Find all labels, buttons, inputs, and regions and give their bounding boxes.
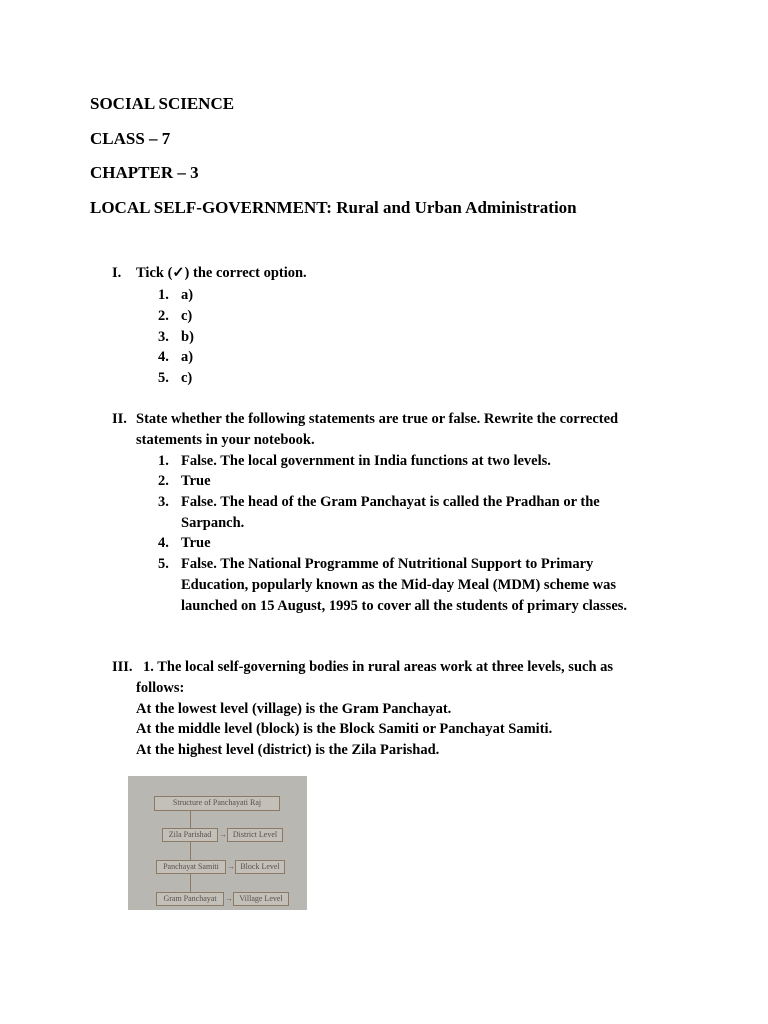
section-2-numeral: II. xyxy=(112,411,127,427)
s1-item-2-answer: c) xyxy=(181,308,193,324)
section-3-line-2: follows: xyxy=(136,680,185,696)
s1-item-3-num: 3. xyxy=(158,329,169,345)
s2-item-1-text: False. The local government in India functions at two levels. xyxy=(181,453,551,469)
section-3-numeral: III. xyxy=(112,659,133,675)
diagram-body-zila-parishad: Zila Parishad xyxy=(162,828,218,842)
s2-item-3-text-line-2: Sarpanch. xyxy=(181,515,245,531)
panchayati-raj-structure-diagram xyxy=(128,776,307,910)
section-1-heading: Tick (✓) the correct option. xyxy=(136,265,307,281)
section-3-line-5: At the highest level (district) is the Zila Parishad. xyxy=(136,742,440,758)
section-3-line-4: At the middle level (block) is the Block Samiti or Panchayat Samiti. xyxy=(136,721,553,737)
s2-item-4-num: 4. xyxy=(158,535,169,551)
diagram-body-panchayat-samiti: Panchayat Samiti xyxy=(156,860,226,874)
s1-item-4-num: 4. xyxy=(158,349,169,365)
s1-item-2-num: 2. xyxy=(158,308,169,324)
s2-item-2-num: 2. xyxy=(158,473,169,489)
s1-item-4-answer: a) xyxy=(181,349,194,365)
chapter-title-sub: Rural and Urban Administration xyxy=(331,198,577,217)
section-2-heading-line-2: statements in your notebook. xyxy=(136,432,315,448)
diagram-level-village: Village Level xyxy=(233,892,289,906)
s2-item-5-num: 5. xyxy=(158,556,169,572)
s1-item-1-answer: a) xyxy=(181,287,194,303)
section-1-numeral: I. xyxy=(112,265,122,281)
s2-item-5-text-line-3: launched on 15 August, 1995 to cover all the students of primary classes. xyxy=(181,598,628,614)
chapter-title-main: LOCAL SELF-GOVERNMENT: xyxy=(90,198,332,217)
chapter-heading: CHAPTER – 3 xyxy=(90,163,199,182)
s1-item-5-num: 5. xyxy=(158,370,169,386)
s2-item-1-num: 1. xyxy=(158,453,169,469)
s2-item-5-text-line-1: False. The National Programme of Nutritional Support to Primary xyxy=(181,556,594,572)
diagram-level-block: Block Level xyxy=(235,860,285,874)
arrow-right-icon: → xyxy=(219,830,227,839)
diagram-level-district: District Level xyxy=(227,828,283,842)
diagram-connector xyxy=(190,842,191,860)
section-2-heading-line-1: State whether the following statements are true or false. Rewrite the corrected xyxy=(136,411,619,427)
s2-item-3-num: 3. xyxy=(158,494,169,510)
s2-item-3-text-line-1: False. The head of the Gram Panchayat is called the Pradhan or the xyxy=(181,494,600,510)
section-3-line-1: 1. The local self-governing bodies in rural areas work at three levels, such as xyxy=(143,659,614,675)
class-heading: CLASS – 7 xyxy=(90,129,171,148)
arrow-right-icon: → xyxy=(225,894,233,903)
subject-heading: SOCIAL SCIENCE xyxy=(90,94,235,113)
s2-item-2-text: True xyxy=(181,473,211,489)
diagram-body-gram-panchayat: Gram Panchayat xyxy=(156,892,224,906)
diagram-connector xyxy=(190,874,191,892)
s1-item-1-num: 1. xyxy=(158,287,169,303)
diagram-title-box: Structure of Panchayati Raj xyxy=(154,796,280,811)
diagram-connector xyxy=(190,811,191,828)
s2-item-4-text: True xyxy=(181,535,211,551)
arrow-right-icon: → xyxy=(227,862,235,871)
s1-item-3-answer: b) xyxy=(181,329,194,345)
section-3-line-3: At the lowest level (village) is the Gram Panchayat. xyxy=(136,701,452,717)
chapter-title xyxy=(90,198,577,218)
s2-item-5-text-line-2: Education, popularly known as the Mid-day Meal (MDM) scheme was xyxy=(181,577,617,593)
s1-item-5-answer: c) xyxy=(181,370,193,386)
